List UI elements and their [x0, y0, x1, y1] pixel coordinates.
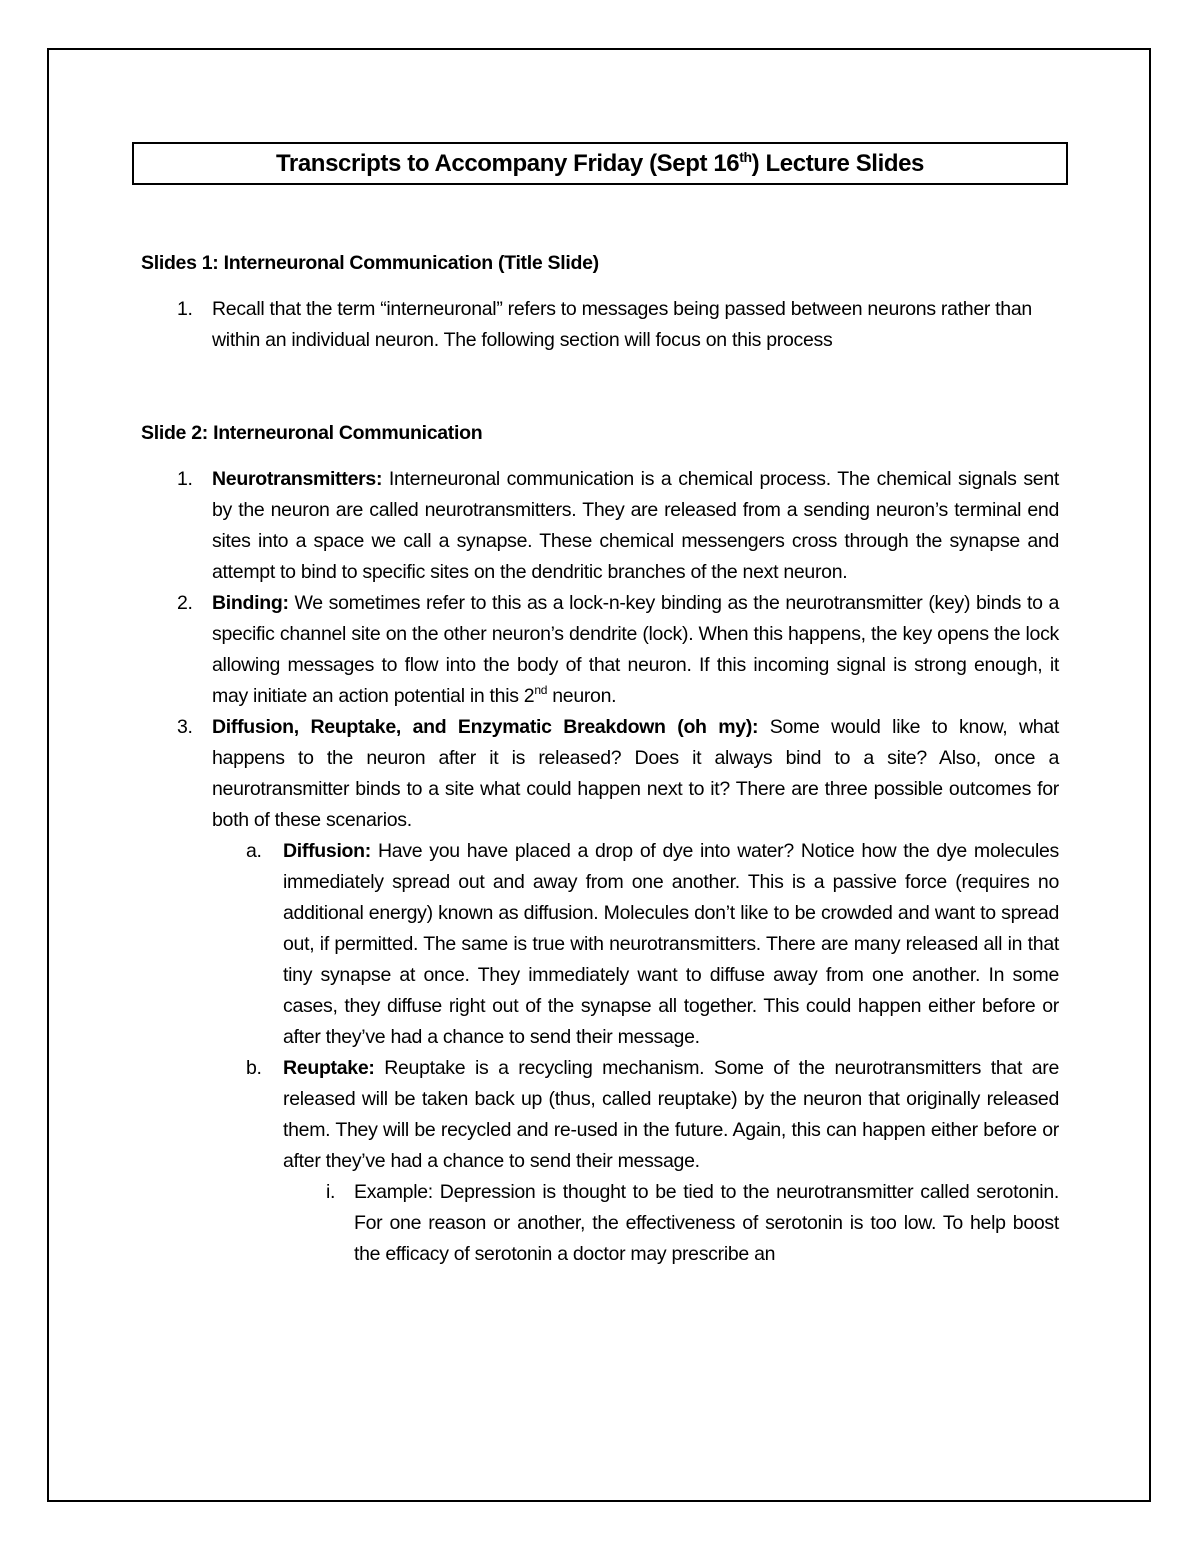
term-label: Reuptake:	[283, 1057, 375, 1079]
document-body	[141, 248, 1059, 1270]
term-label: Neurotransmitters:	[212, 468, 383, 490]
document-title	[132, 142, 1068, 185]
numbered-list	[141, 294, 1059, 356]
sub-list-item	[212, 836, 1059, 1053]
list-marker: 1.	[177, 468, 193, 490]
numbered-list	[141, 464, 1059, 1270]
ordinal-superscript: nd	[534, 683, 548, 697]
list-item	[141, 712, 1059, 1270]
list-item	[141, 464, 1059, 588]
section-slide-2	[141, 418, 1059, 1270]
roman-list	[283, 1177, 1059, 1270]
term-label: Binding:	[212, 592, 289, 614]
title-text-end: ) Lecture Slides	[751, 150, 924, 177]
list-item-text: Interneuronal communication is a chemical process. The chemical signals sent by the neuron are called neurotransmitters. They are released from a sending neuron’s terminal end sites into a space we call a synapse. These chemical messengers cross through the synapse and attempt to bind to specific sites on the dendritic branches of the next neuron.	[212, 468, 1059, 583]
list-item-text: Some would like to know, what happens to the neuron after it is released? Does it always bind to a site? Also, once a neurotransmitter binds to a site what could happen next to it? There are three possible outcomes for both of these scenarios.	[212, 716, 1059, 831]
term-label: Diffusion, Reuptake, and Enzymatic Breakdown (oh my):	[212, 716, 759, 738]
section-heading: Slides 1: Interneuronal Communication (Title Slide)	[141, 252, 599, 274]
list-marker: b.	[246, 1057, 262, 1079]
section-slide-1	[141, 248, 1059, 356]
list-marker: 2.	[177, 592, 193, 614]
list-marker: 3.	[177, 716, 193, 738]
term-label: Diffusion:	[283, 840, 371, 862]
lettered-list	[212, 836, 1059, 1270]
sub-sub-list-item	[283, 1177, 1059, 1270]
title-superscript: th	[739, 149, 752, 165]
list-item-text: Have you have placed a drop of dye into water? Notice how the dye molecules immediately spread out and away from one another. This is a passive force (requires no additional energy) known as diffusion. Molecules don’t like to be crowded and want to spread out, if permitted. The same is true with neurotransmitters. There are many released all in that tiny synapse at once. They immediately want to diffuse away from one another. In some cases, they diffuse right out of the synapse all together. This could happen either before or after they’ve had a chance to send their message.	[283, 840, 1059, 1048]
list-item-text: We sometimes refer to this as a lock-n-key binding as the neurotransmitter (key) binds to a specific channel site on the other neuron’s dendrite (lock). When this happens, the key opens the lock allowing messages to flow into the body of that neuron. If this incoming signal is strong enough, it may initiate an action potential in this 2	[212, 592, 1059, 707]
list-item-text: Recall that the term “interneuronal” refers to messages being passed between neurons rather than within an individual neuron. The following section will focus on this process	[212, 298, 1032, 351]
list-item	[141, 294, 1059, 356]
list-item-text: Reuptake is a recycling mechanism. Some of the neurotransmitters that are released will be taken back up (thus, called reuptake) by the neuron that originally released them. They will be recycled and re-used in the future. Again, this can happen either before or after they’ve had a chance to send their message.	[283, 1057, 1059, 1172]
section-heading: Slide 2: Interneuronal Communication	[141, 422, 483, 444]
list-marker: i.	[326, 1181, 336, 1203]
list-item-text-end: neuron.	[547, 685, 617, 707]
sub-list-item	[212, 1053, 1059, 1270]
list-marker: a.	[246, 840, 262, 862]
list-item	[141, 588, 1059, 712]
list-marker: 1.	[177, 298, 193, 320]
list-item-text: Example: Depression is thought to be tied to the neurotransmitter called serotonin. For one reason or another, the effectiveness of serotonin is too low. To help boost the efficacy of serotonin a doctor may prescribe an	[354, 1181, 1059, 1265]
title-text: Transcripts to Accompany Friday (Sept 16	[275, 150, 740, 177]
